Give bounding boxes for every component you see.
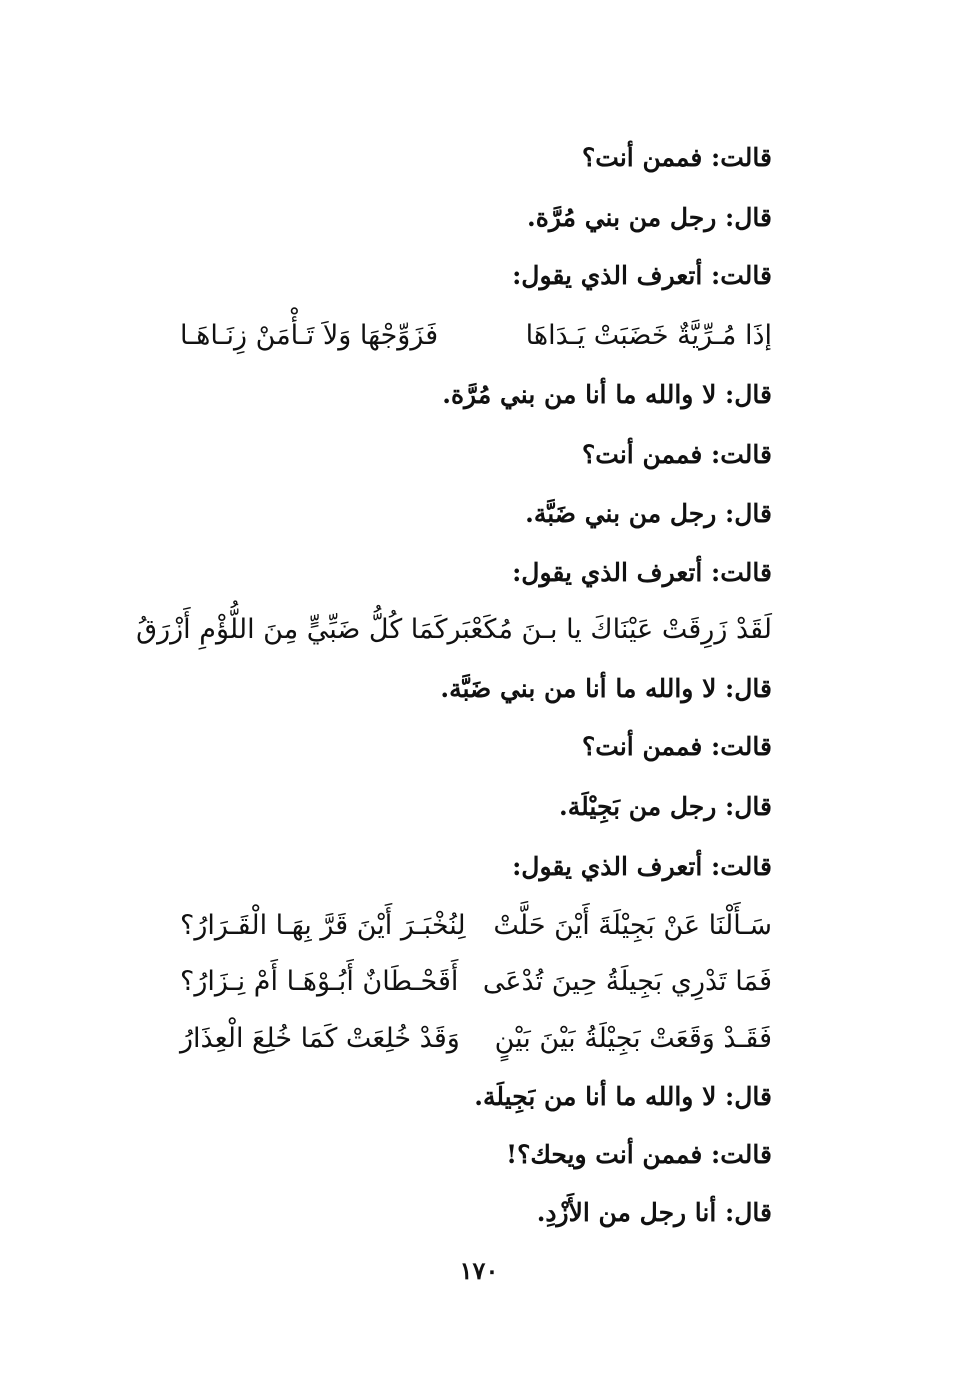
verse-second-hemistich: لِنُخْبَـرَ أَيْنَ قَرَّ بِهَـا الْقَـرَارُ؟	[180, 910, 466, 941]
verse-second-hemistich: فَزَوِّجْهَا وَلاَ تَـأْمَنْ زِنَـاهَـا	[180, 320, 439, 351]
dialogue-line: قال: رجل من بني مُرَّة.	[527, 203, 772, 232]
dialogue-line: قالت: فممن أنت؟	[582, 143, 772, 172]
verse-first-hemistich: فَمَا تَدْرِي بَجِيلَةُ حِينَ تُدْعَى	[482, 966, 772, 997]
verse-second-hemistich: وَقَدْ خُلِعَتْ كَمَا خُلِعَ الْعِذَارُ	[180, 1023, 460, 1054]
verse-first-hemistich: لَقَدْ زَرِقَتْ عَيْنَاكَ يا بـنَ مُكَعْبَر	[447, 614, 772, 645]
dialogue-line: قال: أنا رجل من الأَزْدِ.	[536, 1198, 772, 1227]
dialogue-line: قالت: أتعرف الذي يقول:	[512, 852, 772, 881]
page-number: ١٧٠	[459, 1256, 499, 1285]
dialogue-line: قالت: أتعرف الذي يقول:	[512, 558, 772, 587]
dialogue-line: قال: رجل من بَجِيْلَة.	[559, 792, 772, 821]
dialogue-line: قالت: فممن أنت؟	[582, 732, 772, 761]
dialogue-line: قال: لا والله ما أنا من بني ضَبَّة.	[440, 674, 772, 703]
dialogue-line: قال: رجل من بني ضَبَّة.	[525, 499, 772, 528]
dialogue-line: قال: لا والله ما أنا من بَجِيلَة.	[474, 1082, 772, 1111]
poem-verse	[180, 964, 772, 1000]
verse-first-hemistich: إذَا مُـرِّيَّةٌ خَضَبَتْ يَـدَاهَا	[525, 320, 772, 351]
verse-second-hemistich: كَمَا كُلُّ ضَبِّيٍّ مِنَ اللُّؤْمِ أَزْرَقُ	[136, 614, 448, 645]
verse-first-hemistich: فَقَـدْ وَقَعَتْ بَجِيْلَةُ بَيْنَ بَيْنٍ	[494, 1023, 772, 1054]
dialogue-line: قال: لا والله ما أنا من بني مُرَّة.	[442, 380, 772, 409]
verse-second-hemistich: أَقَحْـطَانٌ أَبُـوْهَـا أَمْ نِـزَارُ؟	[180, 966, 459, 997]
verse-first-hemistich: سَـأَلْنَا عَنْ بَجِيْلَةَ أَيْنَ حَلَّتْ	[493, 910, 772, 941]
poem-verse	[180, 318, 772, 354]
poem-verse	[136, 612, 772, 648]
dialogue-line: قالت: فممن أنت؟	[582, 440, 772, 469]
poem-verse	[180, 1021, 772, 1057]
dialogue-line: قالت: فممن أنت ويحك؟!	[506, 1140, 772, 1169]
poem-verse	[180, 908, 772, 944]
dialogue-line: قالت: أتعرف الذي يقول:	[512, 261, 772, 290]
